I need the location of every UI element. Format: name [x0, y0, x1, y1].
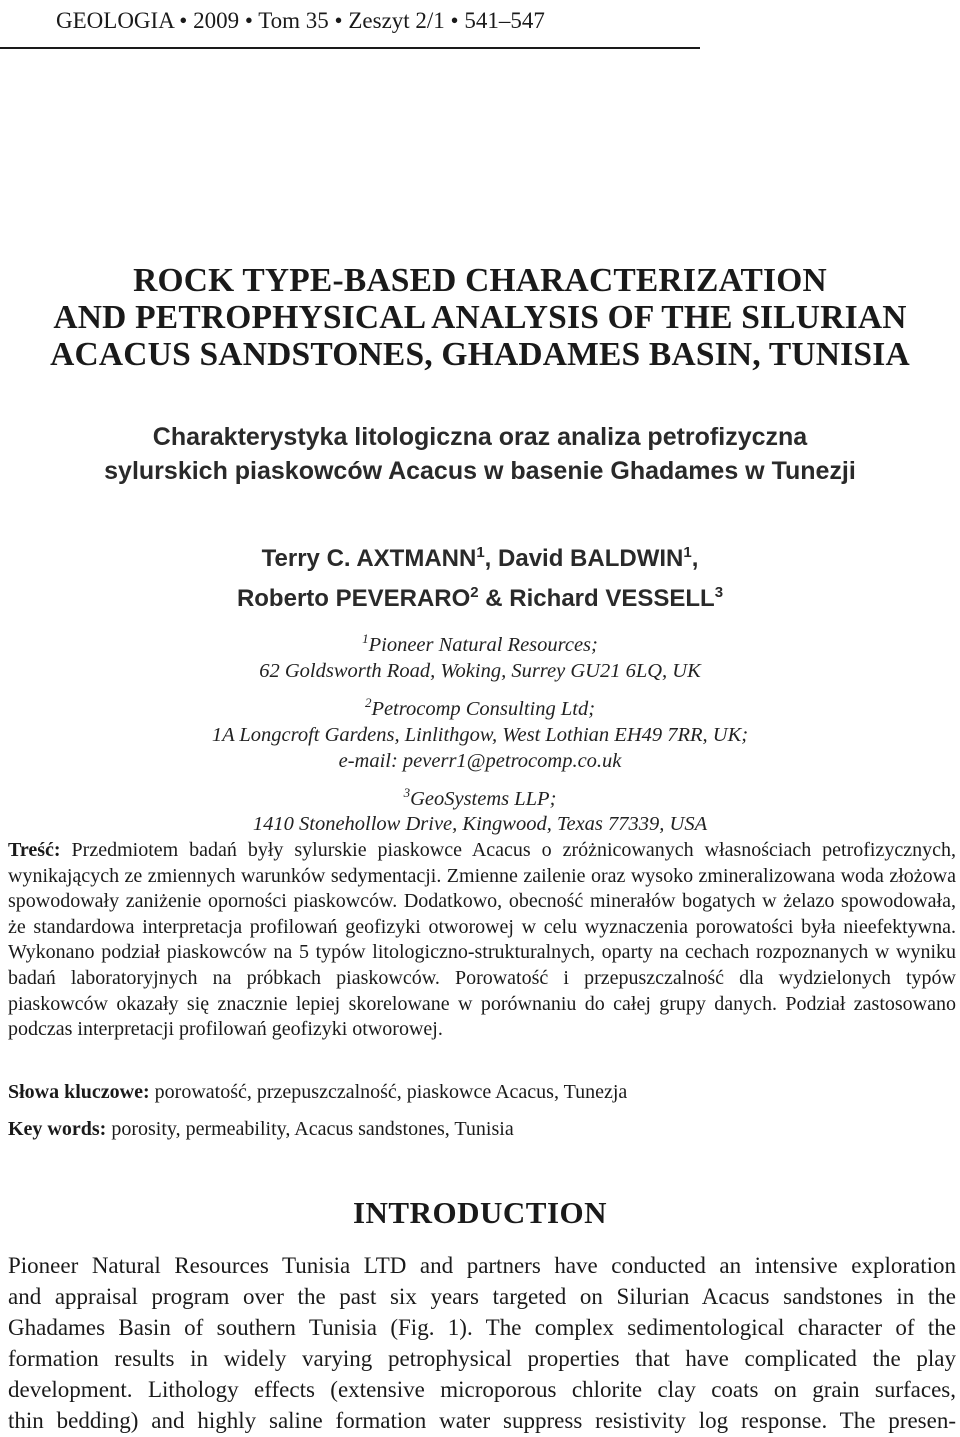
- affiliation-line: [0, 690, 960, 722]
- affiliation-1: [0, 626, 960, 684]
- affiliation-text: Petrocomp Consulting Ltd;: [371, 697, 596, 720]
- body-text-line: and appraisal program over the past six years targeted on Silurian Acacus sandstones in the: [8, 1284, 956, 1309]
- author-affiliation-mark: 2: [470, 584, 479, 601]
- running-head: [0, 0, 700, 49]
- affiliation-mark: 1: [362, 631, 369, 646]
- body-text-line: development. Lithology effects (extensive microporous chlorite clay coats on grain surfaces,: [8, 1377, 956, 1402]
- keywords-en-text: porosity, permeability, Acacus sandstones, Tunisia: [111, 1118, 514, 1140]
- author-affiliation-mark: 1: [683, 544, 692, 561]
- keywords-pl: [8, 1081, 627, 1104]
- english-title-line: AND PETROPHYSICAL ANALYSIS OF THE SILURIAN: [53, 299, 907, 336]
- affiliation-email: e-mail: peverr1@petrocomp.co.uk: [338, 749, 622, 772]
- polish-title-line: sylurskich piaskowców Acacus w basenie Ghadames w Tunezji: [104, 457, 856, 485]
- author-name: Terry C. AXTMANN: [261, 545, 477, 572]
- section-heading-introduction: INTRODUCTION: [352, 1195, 608, 1230]
- author-affiliation-mark: 3: [714, 584, 724, 601]
- affiliation-mark: 3: [403, 784, 411, 800]
- author-name: , David BALDWIN: [484, 545, 684, 572]
- affiliation-2: [0, 690, 960, 774]
- body-text-line: Ghadames Basin of southern Tunisia (Fig. 1). The complex sedimentological character of the: [8, 1315, 956, 1340]
- author-line: [0, 536, 960, 576]
- english-title-line: ROCK TYPE-BASED CHARACTERIZATION: [133, 262, 827, 299]
- affiliation-3: [0, 780, 960, 838]
- keywords-pl-text: porowatość, przepuszczalność, piaskowce Acacus, Tunezja: [154, 1081, 628, 1103]
- english-title-line: ACACUS SANDSTONES, GHADAMES BASIN, TUNISIA: [50, 336, 910, 373]
- body-text-line: Pioneer Natural Resources Tunisia LTD and partners have conducted an intensive exploration: [8, 1253, 956, 1278]
- body-text-line: formation results in widely varying petrophysical properties that have complicated the play: [8, 1346, 956, 1371]
- affiliation-address: 1410 Stonehollow Drive, Kingwood, Texas 77339, USA: [252, 813, 708, 836]
- affiliation-text: GeoSystems LLP;: [410, 787, 557, 810]
- affiliation-line: [0, 626, 960, 658]
- affiliation-text: Pioneer Natural Resources;: [368, 633, 598, 656]
- english-title: [0, 262, 960, 373]
- author-affiliation-mark: 1: [476, 544, 485, 561]
- abstract-label: Treść:: [8, 839, 61, 861]
- affiliation-mark: 2: [364, 694, 372, 710]
- introduction-body: [8, 1250, 956, 1436]
- body-text-line: thin bedding) and highly saline formation water suppress resistivity log response. The presen-: [8, 1408, 956, 1433]
- affiliation-line: [0, 780, 960, 812]
- running-head-text: GEOLOGIA • 2009 • Tom 35 • Zeszyt 2/1 • 541–547: [56, 8, 545, 33]
- keywords-en: [8, 1118, 514, 1141]
- author-name: & Richard VESSELL: [478, 585, 715, 612]
- affiliation-address: 62 Goldsworth Road, Woking, Surrey GU21 6LQ, UK: [259, 659, 701, 682]
- author-list: [0, 536, 960, 616]
- polish-title: [0, 420, 960, 488]
- abstract-text: Przedmiotem badań były sylurskie piaskowce Acacus o zróżnicowanych własnościach petrofizycznych, wynikających ze zmiennych warunków sedymentacji. Zmienne zailenie oraz wysoko zmineralizowana woda złożowa spowodowały zaniżenie oporności piaskowców. Dodatkowo, obecność minerałów bogatych w żelazo spowodowała, że standardowa interpretacja profilowań geofizyki otworowej w celu wyznaczenia porowatości była nieefektywna. Wykonano podział piaskowców na 5 typów litologiczno-strukturalnych, oparty na cechach rozpoznanych w wyniku badań laboratoryjnych na próbkach piaskowców. Porowatość i przepuszczalność dla wydzielonych typów piaskowców okazały się znacznie lepiej skorelowane w porównaniu do całej grupy danych. Podział zastosowano podczas interpretacji profilowań geofizyki otworowej.: [8, 839, 956, 1041]
- author-separator: ,: [691, 545, 699, 572]
- affiliation-address: 1A Longcroft Gardens, Linlithgow, West Lothian EH49 7RR, UK;: [211, 723, 749, 746]
- abstract-pl: [8, 838, 956, 1043]
- keywords-pl-label: Słowa kluczowe:: [8, 1081, 150, 1103]
- author-name: Roberto PEVERARO: [236, 585, 471, 612]
- polish-title-line: Charakterystyka litologiczna oraz analiza petrofizyczna: [152, 423, 808, 451]
- author-line: [0, 576, 960, 616]
- keywords-en-label: Key words:: [8, 1118, 107, 1140]
- affiliations: [0, 626, 960, 843]
